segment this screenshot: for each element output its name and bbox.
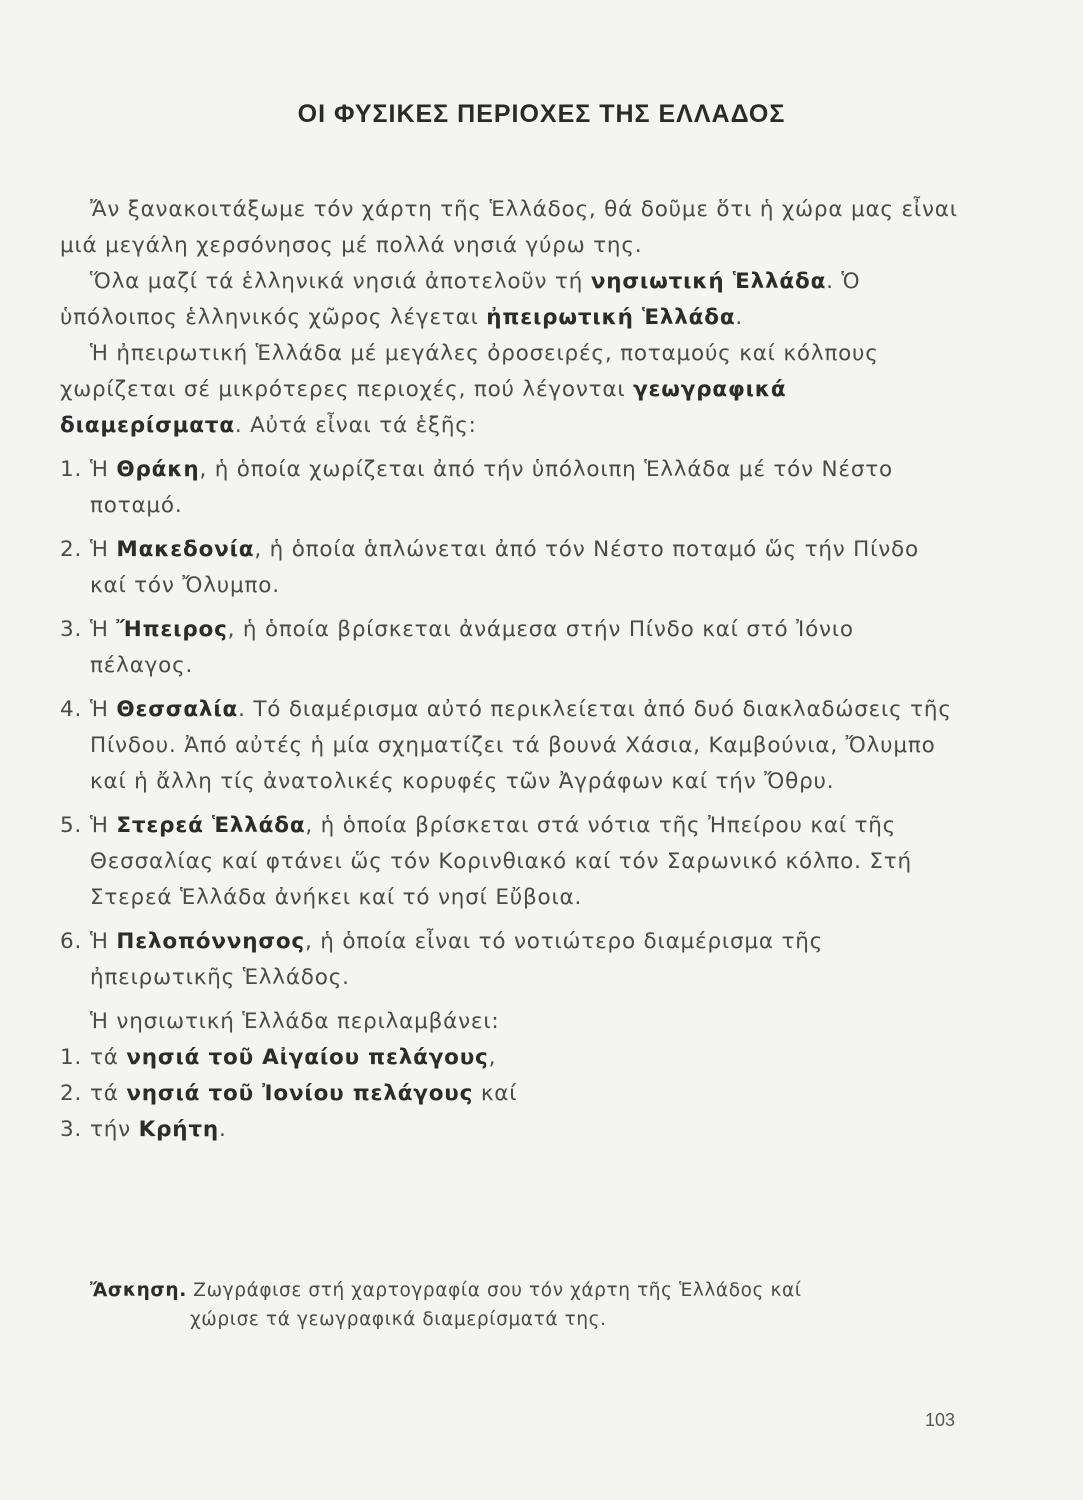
region-name: Ἤπειρος <box>116 617 228 642</box>
text-fragment: Ἡ <box>90 697 117 722</box>
text-fragment: τά <box>90 1081 127 1106</box>
list-item <box>60 924 960 996</box>
term-mainland-greece: ἠπειρωτική Ἑλλάδα <box>486 305 736 330</box>
text-fragment: . Αὐτά εἶναι τά ἑξῆς: <box>234 413 477 438</box>
text-fragment: Ἡ ἠπειρωτική Ἑλλάδα μέ μεγάλες ὀροσειρές, ποταμούς καί κόλπους χωρίζεται σέ μικρότερες περιοχές, πού λέγονται <box>60 341 879 402</box>
page-number: 103 <box>925 1410 956 1430</box>
intro-paragraph-3 <box>60 336 960 444</box>
islands-list <box>60 1040 960 1148</box>
exercise-label: Ἄσκηση. <box>90 1280 187 1301</box>
text-fragment: . Τό διαμέρισμα αὐτό περικλείεται ἀπό δυό διακλαδώσεις τῆς Πίνδου. Ἀπό αὐτές ἡ μία σχηματίζει τά βουνά Χάσια, Καμβούνια, Ὄλυμπο καί ἡ ἄλλη τίς ἀνατολικές κορυφές τῶν Ἀγράφων καί τήν Ὄθρυ. <box>90 697 952 794</box>
item-text <box>90 692 960 800</box>
item-number: 4. <box>60 697 83 722</box>
intro-paragraph-2 <box>60 264 960 336</box>
text-fragment: , ἡ ὁποία ἁπλώνεται ἀπό τόν Νέστο ποταμό ὥς τήν Πίνδο καί τόν Ὄλυμπο. <box>90 537 919 598</box>
item-text <box>90 1112 960 1148</box>
item-text <box>90 924 960 996</box>
text-fragment: , ἡ ὁποία βρίσκεται στά νότια τῆς Ἠπείρου καί τῆς Θεσσαλίας καί φτάνει ὥς τόν Κορινθιακό καί τόν Σαρωνικό κόλπο. Στή Στερεά Ἑλλάδα ἀνήκει καί τό νησί Εὔβοια. <box>90 813 912 910</box>
list-item <box>60 1040 960 1076</box>
list-item <box>60 452 960 524</box>
region-name: Μακεδονία <box>116 537 255 562</box>
regions-list <box>60 452 960 996</box>
text-fragment: καί <box>473 1081 518 1106</box>
exercise-text: Ζωγράφισε στή χαρτογραφία σου τόν χάρτη τῆς Ἑλλάδος καί <box>186 1280 802 1301</box>
list-item <box>60 808 960 916</box>
island-group-name: νησιά τοῦ Αἰγαίου πελάγους <box>126 1045 489 1070</box>
text-fragment: Ἡ <box>90 457 117 482</box>
text-fragment: , <box>488 1045 497 1070</box>
exercise-box <box>90 1276 950 1334</box>
item-number: 5. <box>60 813 83 838</box>
item-number: 3. <box>60 617 83 642</box>
main-text <box>60 192 960 1148</box>
island-group-name: νησιά τοῦ Ἰονίου πελάγους <box>126 1081 474 1106</box>
region-name: Θεσσαλία <box>116 697 239 722</box>
list-item <box>60 1112 960 1148</box>
region-name: Θράκη <box>116 457 200 482</box>
page-title: ΟΙ ΦΥΣΙΚΕΣ ΠΕΡΙΟΧΕΣ ΤΗΣ ΕΛΛΑΔΟΣ <box>297 100 786 128</box>
item-text <box>90 1040 960 1076</box>
item-number: 6. <box>60 929 83 954</box>
item-number: 1. <box>60 1045 83 1070</box>
region-name: Πελοπόννησος <box>116 929 305 954</box>
text-fragment: , ἡ ὁποία βρίσκεται ἀνάμεσα στήν Πίνδο καί στό Ἰόνιο πέλαγος. <box>90 617 854 678</box>
text-fragment: Ἡ <box>90 929 117 954</box>
item-text <box>90 808 960 916</box>
item-number: 2. <box>60 1081 83 1106</box>
list-item <box>60 612 960 684</box>
text-fragment: τήν <box>90 1117 139 1142</box>
island-group-name: Κρήτη <box>138 1117 220 1142</box>
list-item <box>60 532 960 604</box>
text-fragment: Ἡ <box>90 617 117 642</box>
list-item <box>60 692 960 800</box>
text-fragment: τά <box>90 1045 127 1070</box>
text-fragment: , ἡ ὁποία χωρίζεται ἀπό τήν ὑπόλοιπη Ἑλλάδα μέ τόν Νέστο ποταμό. <box>90 457 893 518</box>
text-fragment: Ἡ <box>90 813 117 838</box>
term-island-greece: νησιωτική Ἑλλάδα <box>590 269 827 294</box>
text-fragment: Ὅλα μαζί τά ἑλληνικά νησιά ἀποτελοῦν τή <box>90 269 591 294</box>
intro-paragraph-1: Ἄν ξανακοιτάξωμε τόν χάρτη τῆς Ἑλλάδος, θά δοῦμε ὅτι ἡ χώρα μας εἶναι μιά μεγάλη χερσόνησος μέ πολλά νησιά γύρω της. <box>60 197 958 258</box>
text-fragment: Ἡ <box>90 537 117 562</box>
exercise-line-2: χώρισε τά γεωγραφικά διαμερίσματά της. <box>190 1309 607 1330</box>
item-number: 3. <box>60 1117 83 1142</box>
item-number: 1. <box>60 457 83 482</box>
item-text <box>90 532 960 604</box>
term-geographic-regions: γεωγραφικά διαμερίσματα <box>60 377 787 438</box>
text-fragment: . Ὁ ὑπόλοιπος ἑλληνικός χῶρος λέγεται <box>60 269 861 330</box>
region-name: Στερεά Ἑλλάδα <box>116 813 306 838</box>
item-text <box>90 612 960 684</box>
text-fragment: , ἡ ὁποία εἶναι τό νοτιώτερο διαμέρισμα τῆς ἠπειρωτικῆς Ἑλλάδος. <box>90 929 824 990</box>
text-fragment: . <box>219 1117 227 1142</box>
item-text <box>90 1076 960 1112</box>
exercise-line-1 <box>90 1276 950 1305</box>
item-number: 2. <box>60 537 83 562</box>
islands-intro: Ἡ νησιωτική Ἑλλάδα περιλαμβάνει: <box>90 1009 500 1034</box>
text-fragment: . <box>735 305 744 330</box>
item-text <box>90 452 960 524</box>
list-item <box>60 1076 960 1112</box>
